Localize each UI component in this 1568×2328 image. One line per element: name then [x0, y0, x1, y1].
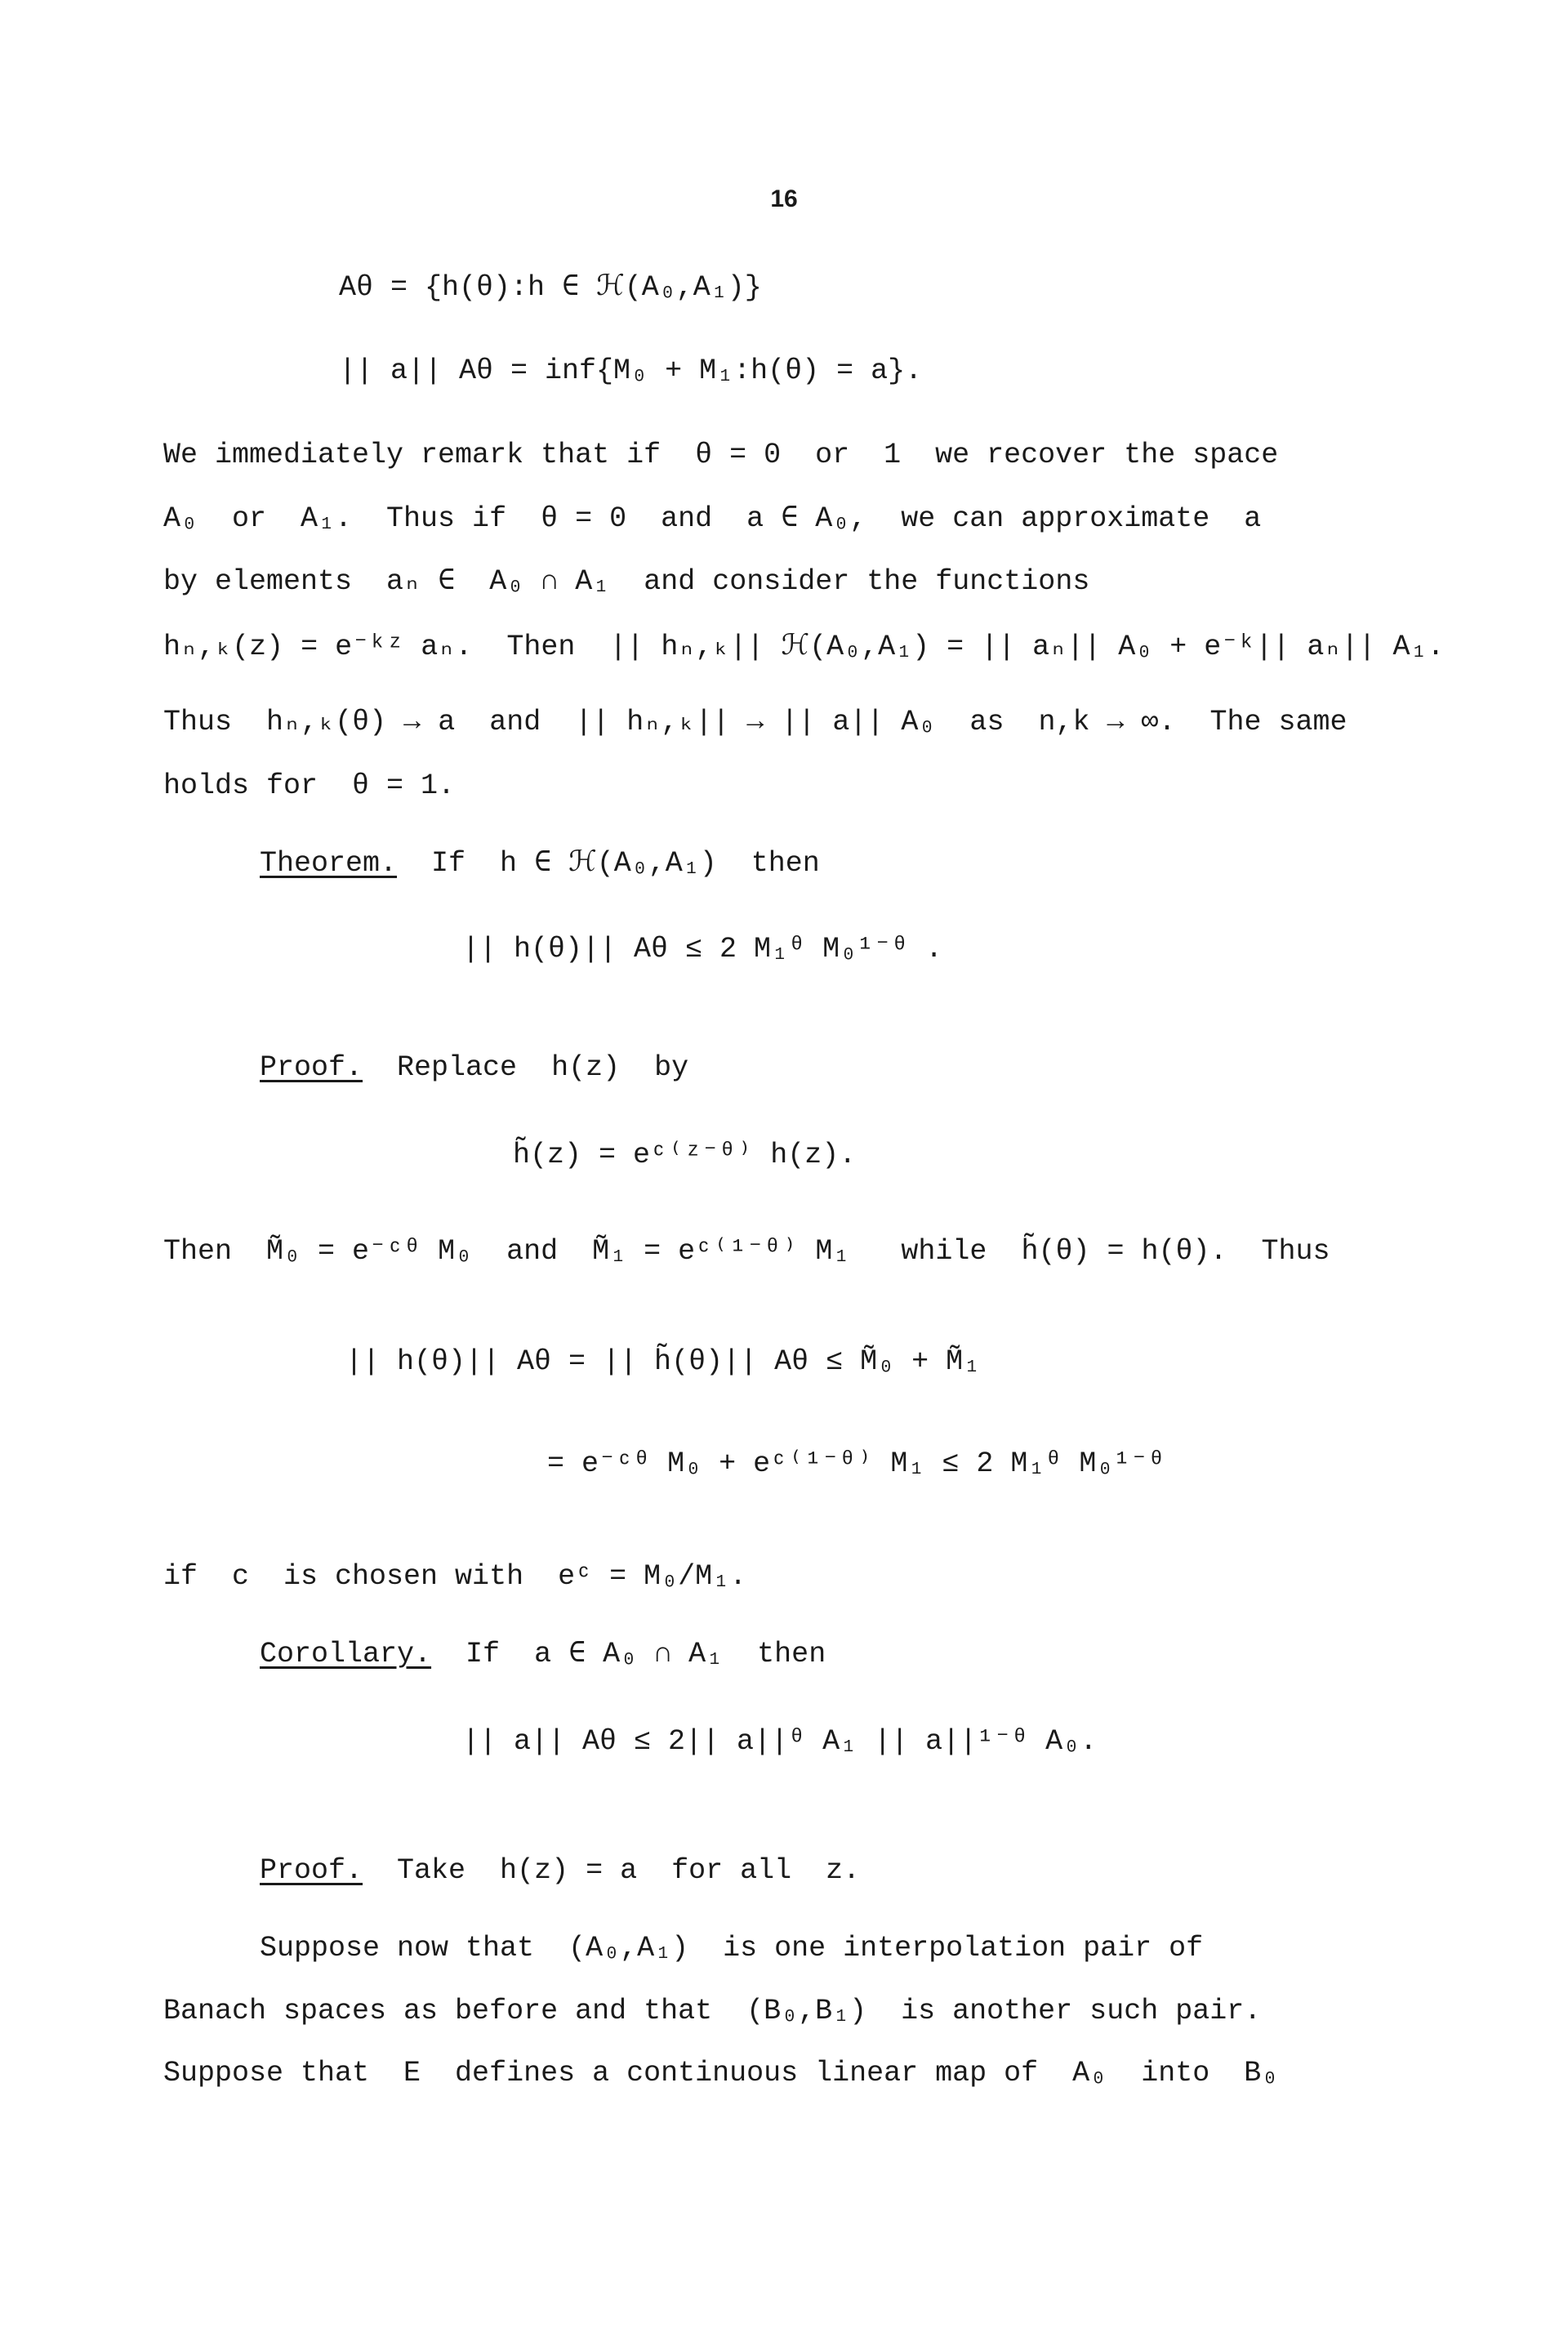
equation-h-tilde: h̃(z) = eᶜ⁽ᶻ⁻ᶿ⁾ h(z). — [513, 1139, 857, 1171]
definition-a-theta: Aθ = {h(θ):h ∈ ℋ(A₀,A₁)} — [339, 271, 762, 304]
proof-line — [260, 1853, 860, 1889]
proof-text: Replace h(z) by — [363, 1051, 689, 1084]
text-line: Then M̃₀ = e⁻ᶜᶿ M₀ and M̃₁ = eᶜ⁽¹⁻ᶿ⁾ M₁ while h̃(θ) = h(θ). Thus — [163, 1235, 1330, 1268]
equation-norm-chain-continued: = e⁻ᶜᶿ M₀ + eᶜ⁽¹⁻ᶿ⁾ M₁ ≤ 2 M₁ᶿ M₀¹⁻ᶿ — [547, 1447, 1165, 1480]
text-line: Suppose that E defines a continuous linear map of A₀ into B₀ — [163, 2057, 1279, 2089]
definition-norm-a-theta: || a|| Aθ = inf{M₀ + M₁:h(θ) = a}. — [339, 355, 923, 387]
corollary-statement — [260, 1636, 826, 1672]
page-number: 16 — [770, 185, 798, 212]
proof-label: Proof. — [260, 1854, 363, 1887]
corollary-text: If a ∈ A₀ ∩ A₁ then — [431, 1638, 826, 1670]
proof-label: Proof. — [260, 1051, 363, 1084]
text-line: We immediately remark that if θ = 0 or 1 we recover the space — [163, 439, 1279, 471]
text-line: hₙ,ₖ(z) = e⁻ᵏᶻ aₙ. Then || hₙ,ₖ|| ℋ(A₀,A₁) = || aₙ|| A₀ + e⁻ᵏ|| aₙ|| A₁. — [163, 631, 1445, 663]
theorem-text: If h ∈ ℋ(A₀,A₁) then — [397, 847, 820, 880]
theorem-label: Theorem. — [260, 847, 398, 880]
text-line: Suppose now that (A₀,A₁) is one interpolation pair of — [260, 1932, 1204, 1965]
text-line: by elements aₙ ∈ A₀ ∩ A₁ and consider the functions — [163, 565, 1090, 598]
text-line: A₀ or A₁. Thus if θ = 0 and a ∈ A₀, we can approximate a — [163, 502, 1262, 535]
theorem-statement — [260, 845, 820, 881]
text-line: holds for θ = 1. — [163, 769, 456, 802]
corollary-inequality: || a|| Aθ ≤ 2|| a||ᶿ A₁ || a||¹⁻ᶿ A₀. — [462, 1725, 1098, 1758]
text-line: Banach spaces as before and that (B₀,B₁) is another such pair. — [163, 1995, 1262, 2027]
proof-text: Take h(z) = a for all z. — [363, 1854, 861, 1887]
proof-line — [260, 1050, 688, 1086]
text-line: if c is chosen with eᶜ = M₀/M₁. — [163, 1560, 747, 1593]
equation-norm-chain: || h(θ)|| Aθ = || h̃(θ)|| Aθ ≤ M̃₀ + M̃₁ — [345, 1345, 981, 1378]
theorem-inequality: || h(θ)|| Aθ ≤ 2 M₁ᶿ M₀¹⁻ᶿ . — [462, 933, 943, 966]
text-line: Thus hₙ,ₖ(θ) → a and || hₙ,ₖ|| → || a|| A₀ as n,k → ∞. The same — [163, 706, 1348, 738]
corollary-label: Corollary. — [260, 1638, 432, 1670]
